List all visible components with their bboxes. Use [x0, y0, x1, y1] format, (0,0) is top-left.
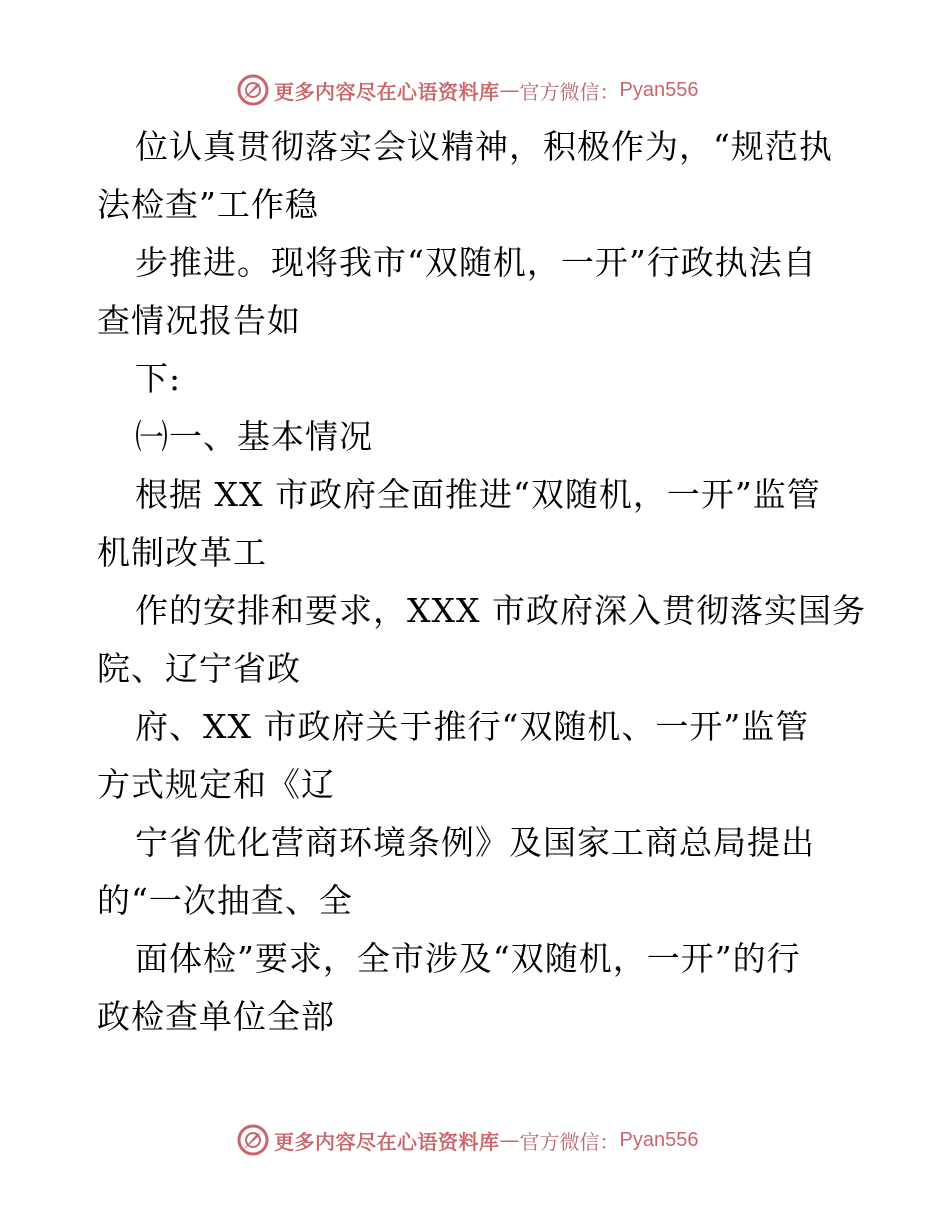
text-line: 法检查”工作稳 [97, 185, 319, 224]
text-line: 作的安排和要求，XXX 市政府深入贯彻落实国务 [135, 591, 866, 630]
header-banner [236, 73, 698, 107]
header-brand-text: 更多内容尽在心语资料库 [274, 79, 500, 104]
text-line: 的“一次抽查、全 [97, 881, 353, 920]
text-line: 面体检”要求，全市涉及“双随机，一开”的行 [135, 939, 801, 978]
footer-contact-label: 官方微信： [519, 1129, 620, 1154]
document-body [97, 118, 866, 1046]
header-contact-label: 官方微信： [519, 79, 620, 104]
text-line: 下: [135, 359, 182, 398]
footer-banner [236, 1123, 698, 1157]
footer-dash: — [499, 1128, 520, 1152]
text-line: 查情况报告如 [97, 301, 301, 340]
text-line: 根据 XX 市政府全面推进“双随机，一开”监管 [135, 475, 821, 514]
brand-logo-icon [236, 1123, 270, 1157]
footer-wechat-id: Pyan556 [619, 1128, 699, 1151]
text-line: 方式规定和《辽 [97, 765, 335, 804]
brand-logo-icon [236, 73, 270, 107]
text-line: 府、XX 市政府关于推行“双随机、一开”监管 [135, 707, 810, 746]
section-heading: ㈠一、基本情况 [135, 417, 373, 456]
header-dash: — [499, 78, 520, 102]
text-line: 宁省优化营商环境条例》及国家工商总局提出 [135, 823, 815, 862]
footer-brand-text: 更多内容尽在心语资料库 [274, 1129, 500, 1154]
text-line: 政检查单位全部 [97, 997, 335, 1036]
header-wechat-id: Pyan556 [619, 78, 699, 101]
text-line: 位认真贯彻落实会议精神，积极作为，“规范执 [135, 127, 833, 166]
text-line: 步推进。现将我市“双随机，一开”行政执法自 [135, 243, 817, 282]
text-line: 机制改革工 [97, 533, 267, 572]
text-line: 院、辽宁省政 [97, 649, 301, 688]
